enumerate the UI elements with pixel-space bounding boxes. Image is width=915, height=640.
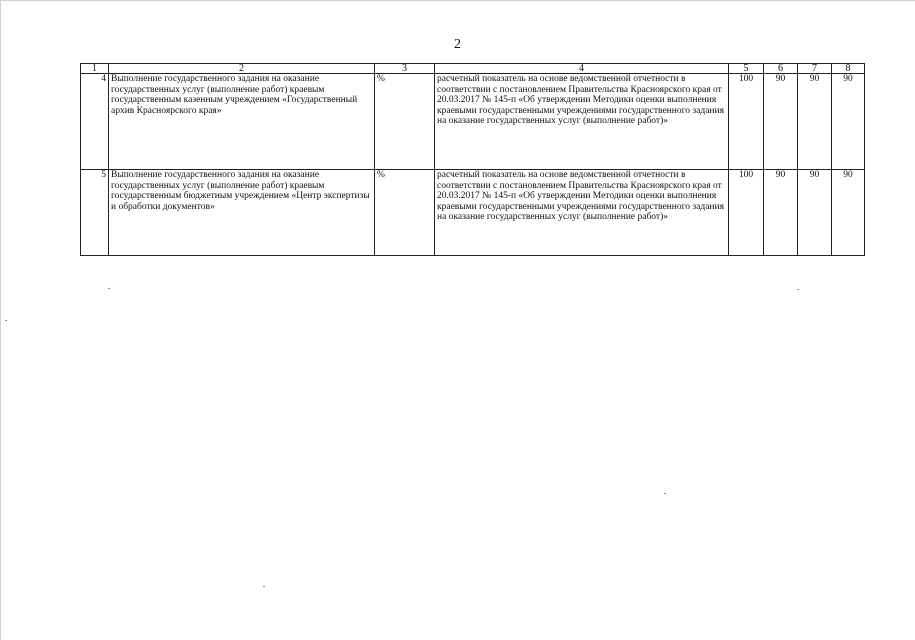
page-number: 2	[454, 37, 461, 52]
header-col-1: 1	[81, 64, 109, 74]
scan-left-edge	[0, 0, 1, 640]
table-row	[81, 170, 865, 256]
row-number: 4	[81, 74, 109, 170]
value-col-6: 90	[764, 74, 798, 170]
header-col-8: 8	[832, 64, 865, 74]
scan-speck	[5, 320, 7, 321]
value-col-5: 100	[729, 170, 764, 256]
value-col-8: 90	[832, 74, 865, 170]
table-row	[81, 74, 865, 170]
header-col-3: 3	[375, 64, 435, 74]
scan-speck	[108, 288, 110, 289]
value-col-7: 90	[798, 74, 832, 170]
value-col-8: 90	[832, 170, 865, 256]
unit-of-measure: %	[375, 170, 435, 256]
header-col-6: 6	[764, 64, 798, 74]
scan-top-edge	[0, 0, 915, 1]
scan-speck	[664, 493, 666, 494]
header-row	[81, 64, 865, 74]
scan-speck	[263, 586, 265, 587]
row-number: 5	[81, 170, 109, 256]
value-col-6: 90	[764, 170, 798, 256]
unit-of-measure: %	[375, 74, 435, 170]
header-col-2: 2	[109, 64, 375, 74]
value-col-7: 90	[798, 170, 832, 256]
indicator-name: Выполнение государственного задания на оказание государственных услуг (выполнение работ) краевым государственным бюджетным учреждением «Центр экспертизы и обработки документов»	[109, 170, 375, 256]
header-col-7: 7	[798, 64, 832, 74]
data-source: расчетный показатель на основе ведомственной отчетности в соответствии с постановлением Правительства Красноярского края от 20.03.2017 № 145-п «Об утверждении Методики оценки выполнения краевыми государственными учреждениями государственного задания на оказание государственных услуг (выполнение работ)»	[435, 74, 729, 170]
indicator-name: Выполнение государственного задания на оказание государственных услуг (выполнение работ) краевым государственным казенным учреждением «Государственный архив Красноярского края»	[109, 74, 375, 170]
data-source: расчетный показатель на основе ведомственной отчетности в соответствии с постановлением Правительства Красноярского края от 20.03.2017 № 145-п «Об утверждении Методики оценки выполнения краевыми государственными учреждениями государственного задания на оказание государственных услуг (выполнение работ)»	[435, 170, 729, 256]
header-col-4: 4	[435, 64, 729, 74]
indicator-table	[80, 63, 865, 256]
scan-speck	[797, 289, 799, 290]
value-col-5: 100	[729, 74, 764, 170]
header-col-5: 5	[729, 64, 764, 74]
